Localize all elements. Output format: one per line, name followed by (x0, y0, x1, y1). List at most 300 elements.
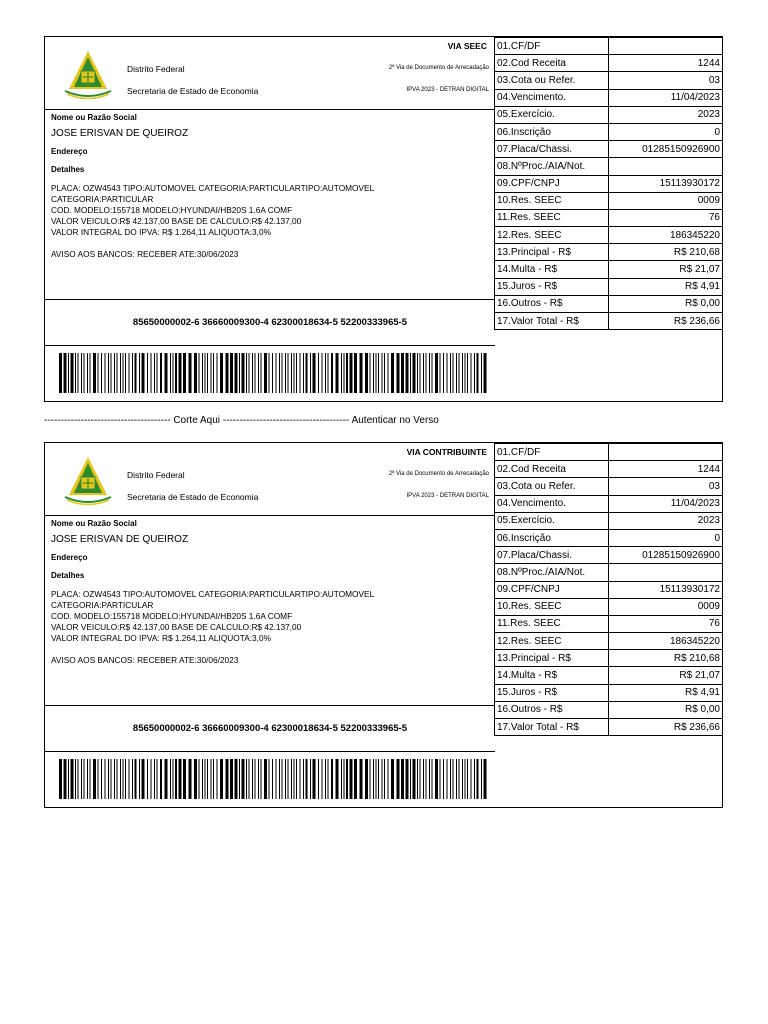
barcode-bar (279, 759, 280, 799)
divider (45, 299, 495, 300)
barcode-bar (258, 759, 259, 799)
field-label: 13.Principal - R$ (495, 244, 609, 261)
nome-value: JOSE ERISVAN DE QUEIROZ (51, 128, 189, 139)
barcode-bar (467, 353, 468, 393)
barcode-bar (443, 353, 444, 393)
field-value: 01285150926900 (609, 141, 723, 158)
barcode-bar (432, 353, 433, 393)
field-label: 12.Res. SEEC (495, 633, 609, 650)
barcode-bar (376, 759, 377, 799)
slip-header (45, 37, 495, 109)
field-label: 16.Outros - R$ (495, 701, 609, 718)
detalhes-line: PLACA: OZW4543 TIPO:AUTOMOVEL CATEGORIA:PARTICULARTIPO:AUTOMOVEL (51, 589, 375, 599)
barcode-bar (255, 353, 256, 393)
barcode-bar (310, 759, 311, 799)
barcode-bar (105, 759, 106, 799)
field-value: 11/04/2023 (609, 89, 723, 106)
barcode-bar (376, 353, 377, 393)
barcode-bar (429, 759, 430, 799)
barcode-bar (114, 353, 115, 393)
doc-type: 2ª Via de Documento de Arrecadação (388, 65, 489, 71)
field-row (495, 461, 723, 478)
barcode-bar (165, 759, 168, 799)
barcode-bar (318, 353, 319, 393)
barcode-bar (410, 353, 411, 393)
field-row (495, 444, 723, 461)
field-row (495, 158, 723, 175)
field-value (609, 444, 723, 461)
barcode-bar (306, 759, 308, 799)
barcode-bar (175, 353, 177, 393)
barcode-bar (406, 353, 409, 393)
barcode-bar (59, 759, 62, 799)
barcode-bar (331, 759, 333, 799)
barcode-bar (467, 759, 468, 799)
barcode-bar (300, 353, 301, 393)
barcode-bar (249, 353, 250, 393)
barcode-bar (211, 759, 212, 799)
field-row (495, 89, 723, 106)
barcode-bar (435, 759, 438, 799)
barcode-bar (370, 759, 371, 799)
barcode-bar (384, 759, 385, 799)
detalhes-line: AVISO AOS BANCOS: RECEBER ATE:30/06/2023 (51, 655, 239, 665)
barcode-bar (346, 759, 348, 799)
doc-type: 2ª Via de Documento de Arrecadação (388, 471, 489, 477)
barcode-bar (279, 353, 280, 393)
barcode-bar (471, 759, 472, 799)
field-value: R$ 210,68 (609, 244, 723, 261)
barcode-bar (296, 759, 297, 799)
barcode-bar (388, 759, 389, 799)
field-row (495, 295, 723, 312)
barcode-bar (132, 759, 133, 799)
field-label: 02.Cod Receita (495, 55, 609, 72)
barcode-bar (318, 759, 319, 799)
barcode-bar (296, 353, 297, 393)
barcode-bar (217, 759, 218, 799)
field-label: 17.Valor Total - R$ (495, 313, 609, 330)
barcode-bar (484, 759, 487, 799)
field-value: 0009 (609, 598, 723, 615)
barcode-bar (310, 353, 311, 393)
barcode-bar (111, 759, 112, 799)
barcode-bar (432, 759, 433, 799)
detalhes-label: Detalhes (51, 571, 85, 580)
barcode-bar (114, 759, 115, 799)
barcode-bar (462, 759, 463, 799)
barcode-bar (453, 759, 454, 799)
barcode-bar (429, 353, 430, 393)
field-label: 02.Cod Receita (495, 461, 609, 478)
barcode-bar (440, 759, 441, 799)
barcode-bar (81, 353, 82, 393)
barcode-bar (462, 353, 463, 393)
barcode-bar (420, 353, 421, 393)
nome-label: Nome ou Razão Social (51, 519, 137, 528)
barcode-bar (205, 759, 206, 799)
barcode-bar (450, 353, 451, 393)
field-row (495, 244, 723, 261)
field-value: R$ 21,07 (609, 667, 723, 684)
barcode-bar (165, 353, 168, 393)
barcode-bar (120, 759, 121, 799)
barcode-bar (306, 353, 308, 393)
barcode-bar (417, 353, 418, 393)
barcode-bar (459, 353, 460, 393)
barcode-bar (173, 353, 174, 393)
barcode (59, 353, 491, 393)
barcode-bar (220, 759, 223, 799)
detalhes-line: COD. MODELO:155718 MODELO:HYUNDAI/HB20S 1.6A COMF (51, 205, 293, 215)
barcode-bar (341, 759, 342, 799)
barcode-bar (384, 353, 385, 393)
barcode-bar (242, 759, 245, 799)
field-row (495, 581, 723, 598)
barcode-bar (354, 759, 357, 799)
detalhes-line: AVISO AOS BANCOS: RECEBER ATE:30/06/2023 (51, 249, 239, 259)
barcode-bar (217, 353, 218, 393)
barcode-bar (294, 353, 295, 393)
barcode-bar (401, 759, 404, 799)
nome-label: Nome ou Razão Social (51, 113, 137, 122)
barcode-bar (459, 759, 460, 799)
barcode-bar (170, 759, 171, 799)
barcode-bar (199, 353, 200, 393)
linha-digitavel: 85650000002-6 36660009300-4 62300018634-5 52200333965-5 (132, 723, 408, 734)
barcode-bar (87, 759, 88, 799)
barcode-bar (288, 353, 289, 393)
barcode-bar (120, 353, 121, 393)
barcode-bar (239, 759, 240, 799)
barcode-bar (78, 353, 79, 393)
barcode-bar (269, 759, 270, 799)
barcode-bar (382, 353, 383, 393)
barcode-bar (391, 759, 394, 799)
field-label: 15.Juros - R$ (495, 684, 609, 701)
field-row (495, 141, 723, 158)
slip-header (45, 443, 495, 515)
barcode-bar (157, 759, 158, 799)
barcode-bar (160, 759, 162, 799)
barcode-bar (365, 353, 368, 393)
field-value: 01285150926900 (609, 547, 723, 564)
barcode-bar (90, 353, 91, 393)
barcode-bar (291, 759, 292, 799)
barcode-bar (331, 353, 333, 393)
barcode-bar (154, 759, 155, 799)
barcode-bar (282, 353, 283, 393)
barcode-bar (272, 353, 273, 393)
field-value: R$ 236,66 (609, 719, 723, 736)
field-value: 11/04/2023 (609, 495, 723, 512)
barcode-bar (129, 353, 130, 393)
barcode-bar (123, 759, 124, 799)
barcode-bar (211, 353, 212, 393)
barcode-bar (189, 353, 192, 393)
field-value: R$ 21,07 (609, 261, 723, 278)
field-value: R$ 0,00 (609, 295, 723, 312)
barcode-bar (255, 759, 256, 799)
divider (45, 705, 495, 706)
org-line-2: Secretaria de Estado de Economia (127, 492, 259, 502)
barcode-bar (456, 759, 457, 799)
barcode-bar (465, 353, 466, 393)
barcode-bar (276, 759, 277, 799)
barcode-bar (481, 759, 482, 799)
via-label: VIA CONTRIBUINTE (406, 447, 487, 457)
divider (45, 751, 495, 752)
barcode-bar (139, 353, 140, 393)
barcode-bar (397, 759, 400, 799)
barcode-bar (129, 759, 130, 799)
barcode-bar (258, 353, 259, 393)
barcode-bar (484, 353, 487, 393)
barcode-bar (59, 353, 62, 393)
barcode-bar (440, 353, 441, 393)
field-label: 01.CF/DF (495, 444, 609, 461)
barcode-bar (249, 759, 250, 799)
detalhes-line: VALOR VEICULO:R$ 42.137,00 BASE DE CALCULO:R$ 42.137,00 (51, 622, 302, 632)
barcode-bar (382, 759, 383, 799)
field-label: 13.Principal - R$ (495, 650, 609, 667)
barcode-bar (246, 759, 247, 799)
field-row (495, 719, 723, 736)
barcode-bar (350, 759, 353, 799)
barcode-bar (261, 353, 262, 393)
barcode-bar (151, 353, 152, 393)
detalhes-line: CATEGORIA:PARTICULAR (51, 194, 154, 204)
field-value: 1244 (609, 55, 723, 72)
barcode-bar (474, 353, 475, 393)
field-row (495, 209, 723, 226)
barcode-bar (132, 353, 133, 393)
barcode-bar (173, 759, 174, 799)
barcode-bar (401, 353, 404, 393)
cut-line: -------------------------------------- Corte Aqui -------------------------------------- Autenticar no Verso (44, 415, 439, 426)
barcode-bar (264, 353, 267, 393)
field-row (495, 650, 723, 667)
barcode-bar (84, 353, 85, 393)
barcode-bar (344, 759, 345, 799)
barcode-bar (325, 353, 326, 393)
barcode-bar (443, 759, 444, 799)
field-value: 186345220 (609, 227, 723, 244)
barcode-bar (135, 759, 137, 799)
org-line-1: Distrito Federal (127, 64, 185, 74)
barcode-bar (474, 759, 475, 799)
fields-table (494, 443, 723, 736)
barcode-bar (235, 353, 238, 393)
barcode-bar (481, 353, 482, 393)
barcode-bar (447, 759, 448, 799)
field-value (609, 158, 723, 175)
barcode-bar (252, 353, 253, 393)
barcode-bar (391, 353, 394, 393)
linha-digitavel: 85650000002-6 36660009300-4 62300018634-5 52200333965-5 (132, 317, 408, 328)
detalhes-line: VALOR INTEGRAL DO IPVA: R$ 1.264,11 ALIQUOTA:3,0% (51, 633, 271, 643)
field-row (495, 495, 723, 512)
field-row (495, 701, 723, 718)
barcode-bar (328, 759, 329, 799)
barcode-bar (285, 353, 286, 393)
field-label: 11.Res. SEEC (495, 615, 609, 632)
detalhes-line: VALOR VEICULO:R$ 42.137,00 BASE DE CALCULO:R$ 42.137,00 (51, 216, 302, 226)
field-row (495, 615, 723, 632)
detalhes-line (51, 238, 374, 249)
barcode-bar (98, 353, 99, 393)
field-value: 15113930172 (609, 175, 723, 192)
barcode-bar (388, 353, 389, 393)
barcode-bar (303, 759, 304, 799)
field-value: 2023 (609, 512, 723, 529)
barcode-bar (291, 353, 292, 393)
field-row (495, 192, 723, 209)
field-row (495, 55, 723, 72)
barcode-bar (328, 353, 329, 393)
field-label: 06.Inscrição (495, 529, 609, 546)
field-label: 01.CF/DF (495, 38, 609, 55)
barcode-bar (101, 353, 102, 393)
barcode-bar (344, 353, 345, 393)
detalhes-text (51, 589, 374, 666)
field-value: 0 (609, 529, 723, 546)
barcode-bar (322, 353, 323, 393)
field-label: 14.Multa - R$ (495, 667, 609, 684)
barcode-bar (93, 353, 96, 393)
barcode-bar (199, 759, 200, 799)
barcode-bar (160, 353, 162, 393)
barcode-bar (183, 759, 186, 799)
barcode-bar (370, 353, 371, 393)
field-value: 15113930172 (609, 581, 723, 598)
field-value: 76 (609, 209, 723, 226)
barcode-bar (285, 759, 286, 799)
barcode-bar (313, 353, 316, 393)
barcode-bar (365, 759, 368, 799)
field-value: R$ 4,91 (609, 278, 723, 295)
barcode-bar (246, 353, 247, 393)
barcode-bar (207, 353, 208, 393)
barcode-bar (313, 759, 316, 799)
barcode-bar (147, 759, 148, 799)
field-label: 04.Vencimento. (495, 89, 609, 106)
field-value: R$ 4,91 (609, 684, 723, 701)
barcode-bar (276, 353, 277, 393)
df-coat-of-arms-logo (61, 453, 115, 507)
field-label: 05.Exercício. (495, 512, 609, 529)
barcode-bar (90, 759, 91, 799)
barcode-bar (288, 759, 289, 799)
barcode-bar (71, 353, 74, 393)
barcode-bar (294, 759, 295, 799)
barcode-bar (151, 759, 152, 799)
field-value: R$ 0,00 (609, 701, 723, 718)
fields-table (494, 37, 723, 330)
barcode-bar (336, 353, 339, 393)
barcode-bar (75, 353, 76, 393)
barcode-bar (213, 353, 214, 393)
field-row (495, 564, 723, 581)
barcode-bar (378, 353, 379, 393)
field-label: 14.Multa - R$ (495, 261, 609, 278)
field-row (495, 72, 723, 89)
endereco-label: Endereço (51, 553, 88, 562)
barcode-bar (179, 353, 182, 393)
barcode-bar (68, 353, 69, 393)
field-label: 08.NºProc./AIA/Not. (495, 158, 609, 175)
barcode-bar (101, 759, 102, 799)
barcode-bar (360, 759, 363, 799)
barcode-bar (269, 353, 270, 393)
barcode-bar (456, 353, 457, 393)
barcode-bar (397, 353, 400, 393)
barcode-bar (325, 759, 326, 799)
field-row (495, 313, 723, 330)
barcode-bar (179, 759, 182, 799)
barcode-bar (300, 759, 301, 799)
barcode-bar (336, 759, 339, 799)
barcode-bar (64, 759, 67, 799)
field-row (495, 175, 723, 192)
barcode-bar (205, 353, 206, 393)
field-value: 2023 (609, 106, 723, 123)
barcode-bar (78, 759, 79, 799)
barcode-bar (410, 759, 411, 799)
barcode-bar (406, 759, 409, 799)
barcode-bar (75, 759, 76, 799)
barcode-bar (252, 759, 253, 799)
barcode-bar (226, 759, 229, 799)
barcode-bar (194, 353, 197, 393)
barcode-bar (423, 759, 424, 799)
barcode-bar (84, 759, 85, 799)
barcode-bar (450, 759, 451, 799)
barcode-bar (123, 353, 124, 393)
field-label: 09.CPF/CNPJ (495, 175, 609, 192)
field-row (495, 598, 723, 615)
field-row (495, 667, 723, 684)
field-label: 12.Res. SEEC (495, 227, 609, 244)
barcode-bar (189, 759, 192, 799)
field-row (495, 684, 723, 701)
barcode-bar (105, 353, 106, 393)
field-row (495, 38, 723, 55)
field-row (495, 106, 723, 123)
barcode-bar (230, 759, 233, 799)
endereco-label: Endereço (51, 147, 88, 156)
barcode-bar (154, 353, 155, 393)
detalhes-label: Detalhes (51, 165, 85, 174)
barcode-bar (378, 759, 379, 799)
barcode-bar (194, 759, 197, 799)
field-label: 03.Cota ou Refer. (495, 478, 609, 495)
barcode-bar (341, 353, 342, 393)
barcode-bar (261, 759, 262, 799)
barcode-bar (322, 759, 323, 799)
field-value (609, 564, 723, 581)
field-row (495, 478, 723, 495)
barcode-bar (465, 759, 466, 799)
barcode-bar (108, 353, 109, 393)
barcode-bar (142, 759, 145, 799)
detalhes-line (51, 644, 374, 655)
field-value: 03 (609, 478, 723, 495)
barcode-bar (147, 353, 148, 393)
barcode-bar (125, 759, 126, 799)
barcode-bar (87, 353, 88, 393)
barcode-bar (435, 353, 438, 393)
